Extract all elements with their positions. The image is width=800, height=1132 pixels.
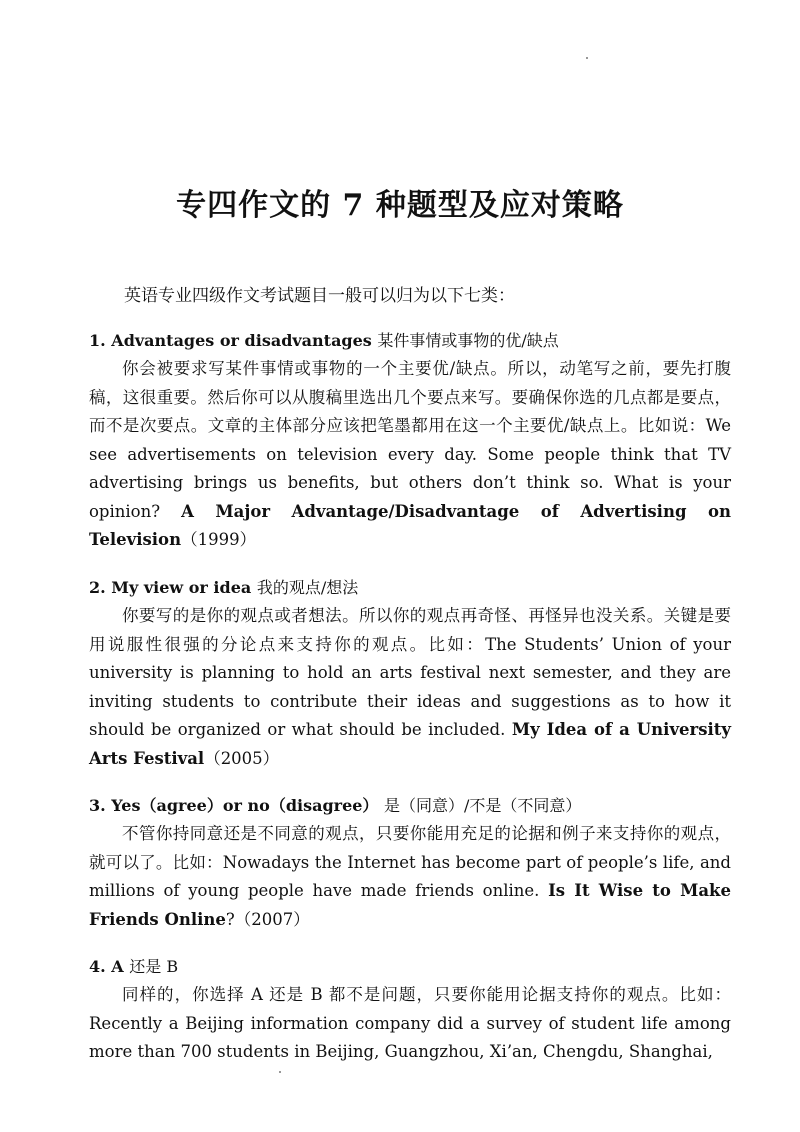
section-2-heading-zh: 我的观点/想法 [256, 578, 359, 597]
intro-paragraph: 英语专业四级作文考试题目一般可以归为以下七类： [124, 286, 515, 306]
section-1-essay-title: A Major Advantage/Disadvantage of Advertising on Television [89, 501, 731, 549]
section-3-heading-en: 3. Yes（agree）or no（disagree） [89, 796, 379, 815]
section-2-text: 你要写的是你的观点或者想法。所以你的观点再奇怪、再怪异也没关系。关键是要用说服性很强的分论点来支持你的观点。比如：The Students’ Union of your university is planning to hold an arts festival next semester, and they are inviting students to contribute their ideas and suggestions as to how it should be organized or what should be included. [89, 606, 731, 739]
section-2-heading [89, 574, 731, 602]
section-4-body [89, 981, 731, 1067]
section-1-year: （1999） [181, 530, 257, 549]
section-3-body [89, 820, 731, 934]
section-3-heading [89, 792, 731, 820]
section-3-heading-zh: 是（同意）/不是（不同意） [384, 796, 582, 815]
section-1-body [89, 355, 731, 555]
section-3-essay-title: Is It Wise to Make Friends Online [89, 881, 731, 929]
scan-speck [586, 57, 588, 59]
section-2-body [89, 602, 731, 773]
section-3-text: 不管你持同意还是不同意的观点，只要你能用充足的论据和例子来支持你的观点，就可以了。比如：Nowadays the Internet has become part of people’s life, and millions of young people have made friends online. [89, 824, 731, 900]
scan-speck [279, 1071, 281, 1073]
section-4-heading-zh: 还是 B [129, 957, 179, 976]
section-1-heading [89, 327, 731, 355]
section-2-essay-title: My Idea of a University Arts Festival [89, 720, 731, 768]
section-1-heading-zh: 某件事情或事物的优/缺点 [377, 331, 559, 350]
section-1-text: 你会被要求写某件事情或事物的一个主要优/缺点。所以，动笔写之前，要先打腹稿，这很重要。然后你可以从腹稿里选出几个要点来写。要确保你选的几点都是要点，而不是次要点。文章的主体部分应该把笔墨都用在这一个主要优/缺点上。比如说：We see advertisements on television every day. Some people think that TV advertising brings us benefits, but others don’t think so. What is your opinion? [89, 359, 731, 521]
section-3-year: ?（2007） [225, 909, 310, 929]
page-title: 专四作文的 7 种题型及应对策略 [176, 188, 624, 223]
section-1-heading-en: 1. Advantages or disadvantages [89, 331, 372, 350]
section-2 [89, 574, 731, 773]
section-4-heading [89, 953, 731, 981]
section-4-heading-en: 4. A [89, 957, 124, 976]
section-4 [89, 953, 731, 1067]
section-3 [89, 792, 731, 934]
section-2-year: （2005） [204, 748, 280, 768]
section-4-text: 同样的，你选择 A 还是 B 都不是问题，只要你能用论据支持你的观点。比如：Recently a Beijing information company did a survey of student life among more than 700 students in Beijing, Guangzhou, Xi’an, Chengdu, Shanghai, [89, 985, 731, 1061]
section-2-heading-en: 2. My view or idea [89, 578, 252, 597]
section-1 [89, 327, 731, 555]
